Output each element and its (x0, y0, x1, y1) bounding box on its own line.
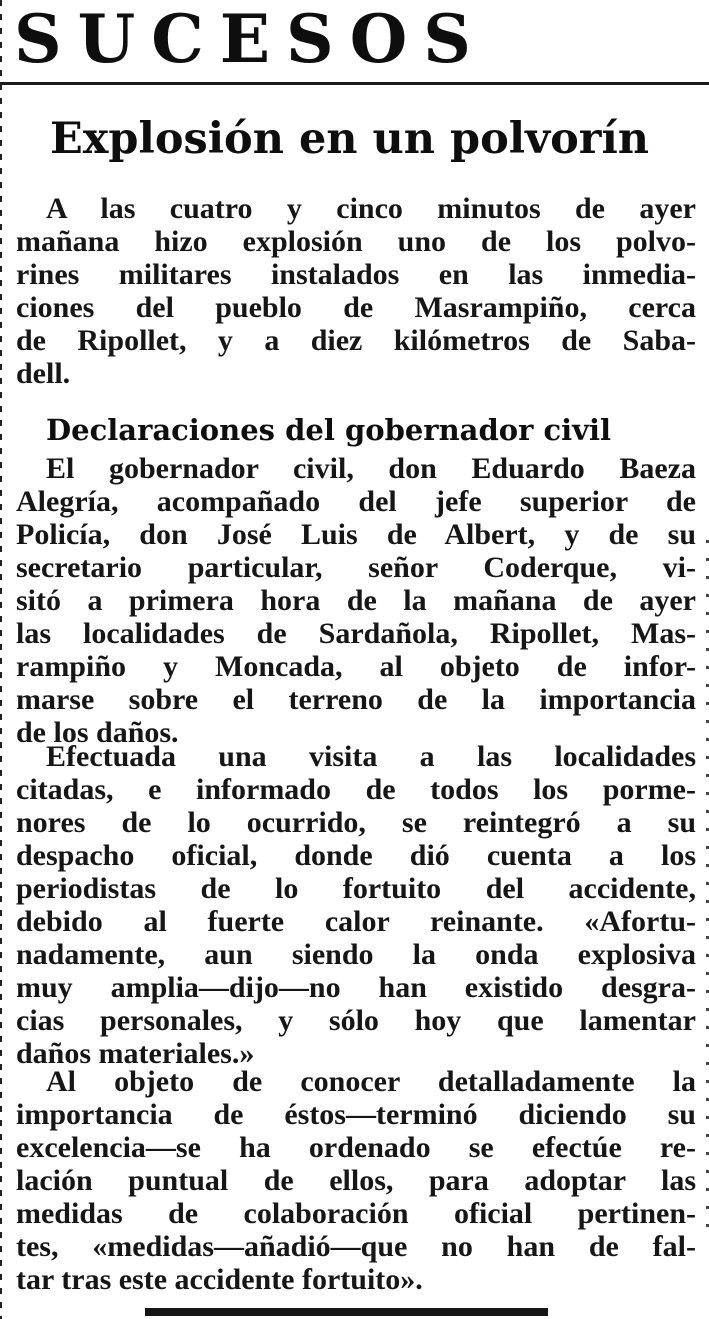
text-line: ciones del pueblo de Masrampiño, cerca (16, 291, 696, 324)
text-line: rines militares instalados en las inmedia- (16, 258, 696, 291)
text-line: daños materiales.» (16, 1037, 255, 1070)
text-line: marse sobre el terreno de la importancia (16, 683, 696, 716)
text-line: Policía, don José Luis de Albert, y de su (16, 518, 696, 551)
text-line: Alegría, acompañado del jefe superior de (16, 485, 696, 518)
text-line: despacho oficial, donde dió cuenta a los (16, 839, 696, 872)
section-title: SUCESOS (14, 0, 487, 78)
text-line: El gobernador civil, don Eduardo Baeza (46, 452, 696, 485)
text-line: de Ripollet, y a diez kilómetros de Saba- (16, 324, 696, 357)
text-line: cias personales, y sólo hoy que lamentar (16, 1004, 696, 1037)
text-line: de los daños. (16, 716, 179, 749)
text-line: A las cuatro y cinco minutos de ayer (46, 192, 696, 225)
text-line: Al objeto de conocer detalladamente la (46, 1065, 696, 1098)
text-line: importancia de éstos—terminó diciendo su (16, 1098, 696, 1131)
paragraph-2 (16, 740, 696, 1070)
text-line: mañana hizo explosión uno de los polvo- (16, 225, 696, 258)
page-edge-left (0, 0, 2, 1319)
text-line: medidas de colaboración oficial pertinen- (16, 1197, 696, 1230)
text-line: excelencia—se ha ordenado se efectúe re- (16, 1131, 696, 1164)
text-line: tes, «medidas—añadió—que no han de fal- (16, 1230, 696, 1263)
text-line: nadamente, aun siendo la onda explosiva (16, 938, 696, 971)
text-line: Efectuada una visita a las localidades (46, 740, 696, 773)
text-line: tar tras este accidente fortuito». (16, 1263, 423, 1296)
article-subhead: Declaraciones del gobernador civil (46, 413, 612, 447)
text-line: citadas, e informado de todos los porme- (16, 773, 696, 806)
article-headline: Explosión en un polvorín (50, 114, 650, 164)
text-line: lación puntual de ellos, para adoptar las (16, 1164, 696, 1197)
text-line: dell. (16, 357, 71, 390)
text-line: nores de lo ocurrido, se reintegró a su (16, 806, 696, 839)
text-line: debido al fuerte calor reinante. «Afortu- (16, 905, 696, 938)
paragraph-1 (16, 452, 696, 749)
text-line: muy amplia—dijo—no han existido desgra- (16, 971, 696, 1004)
end-rule (145, 1308, 548, 1316)
lead-paragraph (16, 192, 696, 390)
text-line: periodistas de lo fortuito del accidente, (16, 872, 696, 905)
paragraph-3 (16, 1065, 696, 1296)
text-line: secretario particular, señor Coderque, vi- (16, 551, 696, 584)
text-line: sitó a primera hora de la mañana de ayer (16, 584, 696, 617)
section-rule (0, 82, 709, 85)
text-line: rampiño y Moncada, al objeto de infor- (16, 650, 696, 683)
text-line: las localidades de Sardañola, Ripollet, Mas- (16, 617, 696, 650)
